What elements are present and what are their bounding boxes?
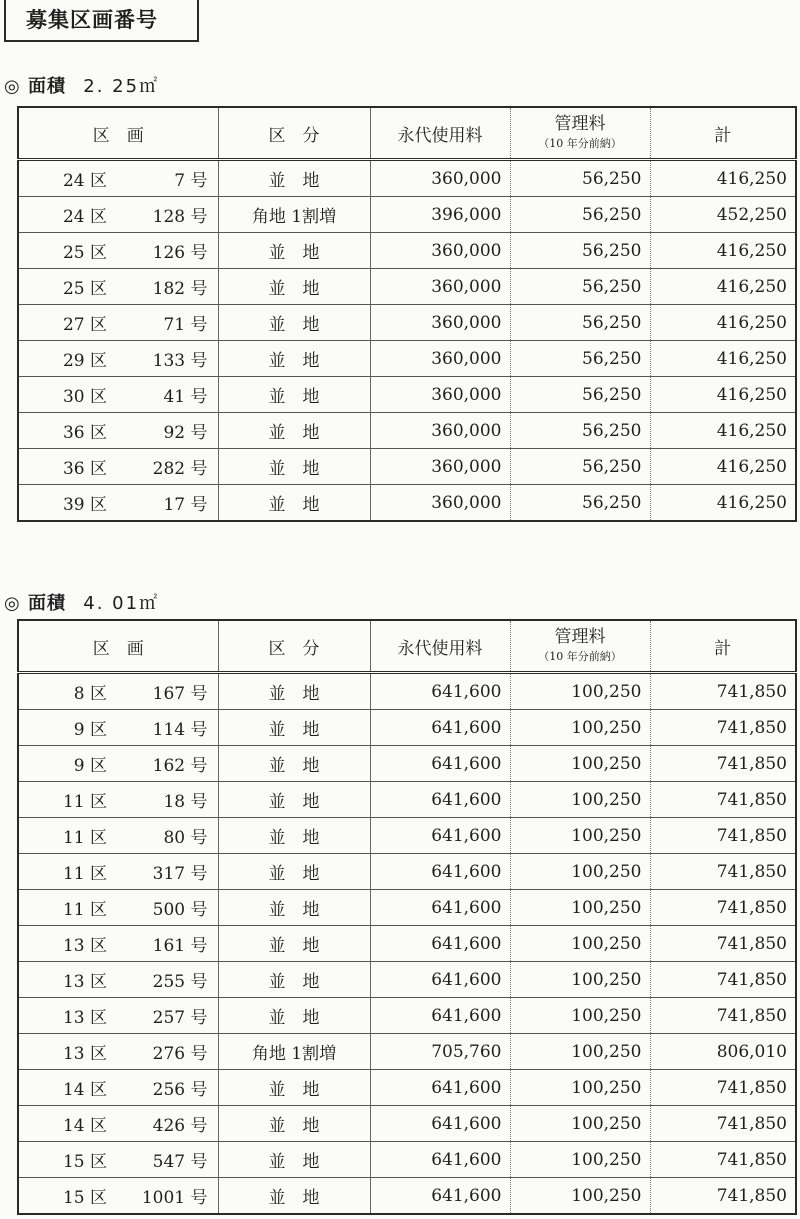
cell-ku: 39 区 — [62, 495, 107, 515]
header-total: 計 — [650, 107, 796, 160]
cell-kukaku — [18, 233, 218, 269]
cell-eidai: 641,600 — [370, 962, 510, 998]
cell-total: 416,250 — [650, 305, 796, 341]
cell-kukaku — [18, 485, 218, 522]
cell-kubun: 並 地 — [218, 1070, 370, 1106]
cell-go: 161 号 — [152, 936, 208, 956]
cell-total: 416,250 — [650, 449, 796, 485]
cell-kukaku — [18, 269, 218, 305]
cell-kukaku — [18, 890, 218, 926]
cell-kukaku — [18, 673, 218, 710]
cell-total: 741,850 — [650, 890, 796, 926]
table-row — [18, 998, 796, 1034]
header-total: 計 — [650, 620, 796, 673]
cell-kubun: 並 地 — [218, 926, 370, 962]
cell-kubun: 並 地 — [218, 1178, 370, 1215]
cell-go: 182 号 — [152, 279, 208, 299]
cell-kubun: 並 地 — [218, 782, 370, 818]
cell-go: 126 号 — [152, 243, 208, 263]
cell-go: 276 号 — [152, 1044, 208, 1064]
cell-total: 416,250 — [650, 233, 796, 269]
cell-total: 416,250 — [650, 160, 796, 197]
cell-eidai: 641,600 — [370, 746, 510, 782]
cell-kubun: 並 地 — [218, 449, 370, 485]
cell-go: 162 号 — [152, 756, 208, 776]
cell-eidai: 641,600 — [370, 782, 510, 818]
cell-kukaku — [18, 746, 218, 782]
table-row — [18, 1178, 796, 1215]
cell-eidai: 641,600 — [370, 1106, 510, 1142]
cell-eidai: 641,600 — [370, 1070, 510, 1106]
cell-eidai: 360,000 — [370, 269, 510, 305]
cell-go: 7 号 — [174, 171, 208, 191]
cell-eidai: 641,600 — [370, 926, 510, 962]
cell-go: 282 号 — [152, 459, 208, 479]
cell-ku: 8 区 — [73, 684, 107, 704]
cell-go: 92 号 — [163, 423, 208, 443]
cell-go: 255 号 — [152, 972, 208, 992]
table-row — [18, 1034, 796, 1070]
cell-kubun: 並 地 — [218, 673, 370, 710]
table-row — [18, 197, 796, 233]
table-row — [18, 746, 796, 782]
cell-kanri: 56,250 — [510, 449, 650, 485]
cell-ku: 36 区 — [62, 459, 107, 479]
cell-ku: 9 区 — [73, 720, 107, 740]
page-title: 募集区画番号 — [4, 0, 199, 42]
cell-kubun: 並 地 — [218, 1106, 370, 1142]
cell-eidai: 641,600 — [370, 710, 510, 746]
header-kubun: 区 分 — [218, 620, 370, 673]
cell-total: 741,850 — [650, 926, 796, 962]
cell-kukaku — [18, 1106, 218, 1142]
table-row — [18, 269, 796, 305]
cell-go: 500 号 — [152, 900, 208, 920]
cell-kukaku — [18, 962, 218, 998]
cell-total: 741,850 — [650, 962, 796, 998]
section-label: 面積 — [28, 76, 66, 97]
table-row — [18, 449, 796, 485]
table-row — [18, 341, 796, 377]
cell-kubun: 並 地 — [218, 341, 370, 377]
table-row — [18, 710, 796, 746]
cell-kukaku — [18, 818, 218, 854]
cell-kubun: 並 地 — [218, 413, 370, 449]
plot-table-1 — [17, 106, 797, 522]
cell-kanri: 56,250 — [510, 305, 650, 341]
cell-kukaku — [18, 197, 218, 233]
cell-total: 741,850 — [650, 710, 796, 746]
cell-total: 741,850 — [650, 782, 796, 818]
cell-eidai: 641,600 — [370, 818, 510, 854]
table-row — [18, 962, 796, 998]
cell-ku: 15 区 — [62, 1188, 107, 1208]
cell-eidai: 360,000 — [370, 305, 510, 341]
cell-total: 741,850 — [650, 818, 796, 854]
cell-kanri: 56,250 — [510, 413, 650, 449]
cell-kanri: 100,250 — [510, 673, 650, 710]
cell-kubun: 並 地 — [218, 160, 370, 197]
cell-ku: 29 区 — [62, 351, 107, 371]
header-kukaku: 区 画 — [18, 620, 218, 673]
table-row — [18, 673, 796, 710]
cell-kukaku — [18, 1178, 218, 1215]
cell-kukaku — [18, 926, 218, 962]
cell-kubun: 並 地 — [218, 746, 370, 782]
cell-kukaku — [18, 1070, 218, 1106]
table-row — [18, 1142, 796, 1178]
cell-kanri: 100,250 — [510, 890, 650, 926]
table-row — [18, 377, 796, 413]
cell-total: 741,850 — [650, 746, 796, 782]
cell-kanri: 100,250 — [510, 746, 650, 782]
cell-total: 741,850 — [650, 1178, 796, 1215]
cell-total: 416,250 — [650, 269, 796, 305]
header-eidai: 永代使用料 — [370, 107, 510, 160]
cell-go: 17 号 — [163, 495, 208, 515]
table-row — [18, 413, 796, 449]
section-area-value: 2. 25㎡ — [83, 76, 160, 97]
section-title-1 — [4, 72, 159, 98]
cell-eidai: 641,600 — [370, 998, 510, 1034]
cell-go: 257 号 — [152, 1008, 208, 1028]
cell-eidai: 360,000 — [370, 233, 510, 269]
cell-kubun: 並 地 — [218, 377, 370, 413]
table-row — [18, 890, 796, 926]
table-row — [18, 818, 796, 854]
header-kubun: 区 分 — [218, 107, 370, 160]
cell-kukaku — [18, 710, 218, 746]
cell-kanri: 100,250 — [510, 1034, 650, 1070]
cell-kanri: 100,250 — [510, 1142, 650, 1178]
cell-ku: 13 区 — [62, 1044, 107, 1064]
cell-ku: 15 区 — [62, 1152, 107, 1172]
cell-go: 133 号 — [152, 351, 208, 371]
header-kanri-label: 管理料 — [554, 114, 606, 134]
cell-go: 114 号 — [152, 720, 208, 740]
cell-kubun: 並 地 — [218, 854, 370, 890]
cell-kanri: 100,250 — [510, 926, 650, 962]
cell-go: 18 号 — [163, 792, 208, 812]
table-row — [18, 305, 796, 341]
cell-ku: 25 区 — [62, 243, 107, 263]
cell-ku: 11 区 — [62, 864, 107, 884]
cell-kanri: 56,250 — [510, 269, 650, 305]
cell-kanri: 56,250 — [510, 160, 650, 197]
cell-kukaku — [18, 1034, 218, 1070]
cell-ku: 11 区 — [62, 828, 107, 848]
cell-kanri: 56,250 — [510, 485, 650, 522]
cell-eidai: 641,600 — [370, 673, 510, 710]
cell-kubun: 並 地 — [218, 233, 370, 269]
cell-ku: 14 区 — [62, 1116, 107, 1136]
cell-kubun: 角地 1割増 — [218, 197, 370, 233]
cell-kubun: 並 地 — [218, 998, 370, 1034]
cell-go: 167 号 — [152, 684, 208, 704]
cell-kukaku — [18, 854, 218, 890]
cell-eidai: 360,000 — [370, 485, 510, 522]
cell-total: 741,850 — [650, 1142, 796, 1178]
cell-eidai: 641,600 — [370, 890, 510, 926]
header-kanri — [510, 620, 650, 673]
cell-kubun: 並 地 — [218, 962, 370, 998]
cell-eidai: 360,000 — [370, 341, 510, 377]
table-header-row — [18, 107, 796, 160]
cell-ku: 13 区 — [62, 936, 107, 956]
cell-ku: 30 区 — [62, 387, 107, 407]
cell-kukaku — [18, 341, 218, 377]
cell-kukaku — [18, 998, 218, 1034]
cell-ku: 14 区 — [62, 1080, 107, 1100]
section-title-2 — [4, 589, 159, 615]
cell-total: 416,250 — [650, 485, 796, 522]
table-row — [18, 160, 796, 197]
table-row — [18, 1070, 796, 1106]
cell-total: 416,250 — [650, 377, 796, 413]
cell-kanri: 100,250 — [510, 1178, 650, 1215]
cell-total: 741,850 — [650, 998, 796, 1034]
table-header-row — [18, 620, 796, 673]
cell-total: 452,250 — [650, 197, 796, 233]
cell-kubun: 並 地 — [218, 485, 370, 522]
cell-kubun: 並 地 — [218, 890, 370, 926]
cell-ku: 11 区 — [62, 900, 107, 920]
cell-ku: 27 区 — [62, 315, 107, 335]
cell-kukaku — [18, 305, 218, 341]
cell-kanri: 100,250 — [510, 854, 650, 890]
cell-kanri: 100,250 — [510, 1106, 650, 1142]
cell-ku: 9 区 — [73, 756, 107, 776]
section-label: 面積 — [28, 593, 66, 614]
cell-eidai: 360,000 — [370, 377, 510, 413]
cell-kukaku — [18, 449, 218, 485]
table-row — [18, 854, 796, 890]
cell-go: 547 号 — [152, 1152, 208, 1172]
cell-kanri: 100,250 — [510, 962, 650, 998]
cell-kukaku — [18, 782, 218, 818]
header-kanri-sub: （10 年分前納） — [538, 137, 622, 150]
cell-kukaku — [18, 413, 218, 449]
cell-total: 741,850 — [650, 673, 796, 710]
table-row — [18, 233, 796, 269]
cell-eidai: 360,000 — [370, 160, 510, 197]
cell-eidai: 396,000 — [370, 197, 510, 233]
table-row — [18, 1106, 796, 1142]
cell-go: 71 号 — [163, 315, 208, 335]
cell-kanri: 100,250 — [510, 818, 650, 854]
cell-kubun: 並 地 — [218, 305, 370, 341]
cell-kubun: 並 地 — [218, 1142, 370, 1178]
cell-go: 317 号 — [152, 864, 208, 884]
cell-go: 1001 号 — [141, 1188, 208, 1208]
cell-kukaku — [18, 377, 218, 413]
cell-kanri: 56,250 — [510, 197, 650, 233]
cell-kanri: 56,250 — [510, 377, 650, 413]
cell-eidai: 360,000 — [370, 413, 510, 449]
cell-kanri: 56,250 — [510, 341, 650, 377]
cell-total: 806,010 — [650, 1034, 796, 1070]
cell-kubun: 並 地 — [218, 710, 370, 746]
cell-kukaku — [18, 1142, 218, 1178]
cell-total: 416,250 — [650, 413, 796, 449]
header-kanri-sub: （10 年分前納） — [538, 650, 622, 663]
cell-kubun: 並 地 — [218, 818, 370, 854]
cell-ku: 11 区 — [62, 792, 107, 812]
cell-ku: 36 区 — [62, 423, 107, 443]
header-kukaku: 区 画 — [18, 107, 218, 160]
cell-kanri: 100,250 — [510, 998, 650, 1034]
double-circle-icon: ◎ — [4, 593, 21, 614]
cell-ku: 25 区 — [62, 279, 107, 299]
cell-kubun: 並 地 — [218, 269, 370, 305]
cell-kukaku — [18, 160, 218, 197]
header-kanri — [510, 107, 650, 160]
cell-kanri: 100,250 — [510, 710, 650, 746]
header-kanri-label: 管理料 — [554, 627, 606, 647]
double-circle-icon: ◎ — [4, 76, 21, 97]
cell-eidai: 360,000 — [370, 449, 510, 485]
cell-total: 741,850 — [650, 854, 796, 890]
cell-go: 256 号 — [152, 1080, 208, 1100]
cell-eidai: 705,760 — [370, 1034, 510, 1070]
section-area-value: 4. 01㎡ — [83, 593, 160, 614]
cell-ku: 24 区 — [62, 207, 107, 227]
cell-eidai: 641,600 — [370, 854, 510, 890]
cell-kanri: 100,250 — [510, 782, 650, 818]
cell-ku: 24 区 — [62, 171, 107, 191]
cell-kanri: 100,250 — [510, 1070, 650, 1106]
cell-ku: 13 区 — [62, 972, 107, 992]
cell-total: 741,850 — [650, 1070, 796, 1106]
header-eidai: 永代使用料 — [370, 620, 510, 673]
cell-go: 426 号 — [152, 1116, 208, 1136]
cell-ku: 13 区 — [62, 1008, 107, 1028]
cell-eidai: 641,600 — [370, 1178, 510, 1215]
cell-go: 80 号 — [163, 828, 208, 848]
cell-kanri: 56,250 — [510, 233, 650, 269]
table-row — [18, 782, 796, 818]
cell-total: 416,250 — [650, 341, 796, 377]
cell-go: 41 号 — [163, 387, 208, 407]
table-row — [18, 926, 796, 962]
table-row — [18, 485, 796, 522]
cell-go: 128 号 — [152, 207, 208, 227]
cell-total: 741,850 — [650, 1106, 796, 1142]
plot-table-2 — [17, 619, 797, 1215]
cell-eidai: 641,600 — [370, 1142, 510, 1178]
cell-kubun: 角地 1割増 — [218, 1034, 370, 1070]
